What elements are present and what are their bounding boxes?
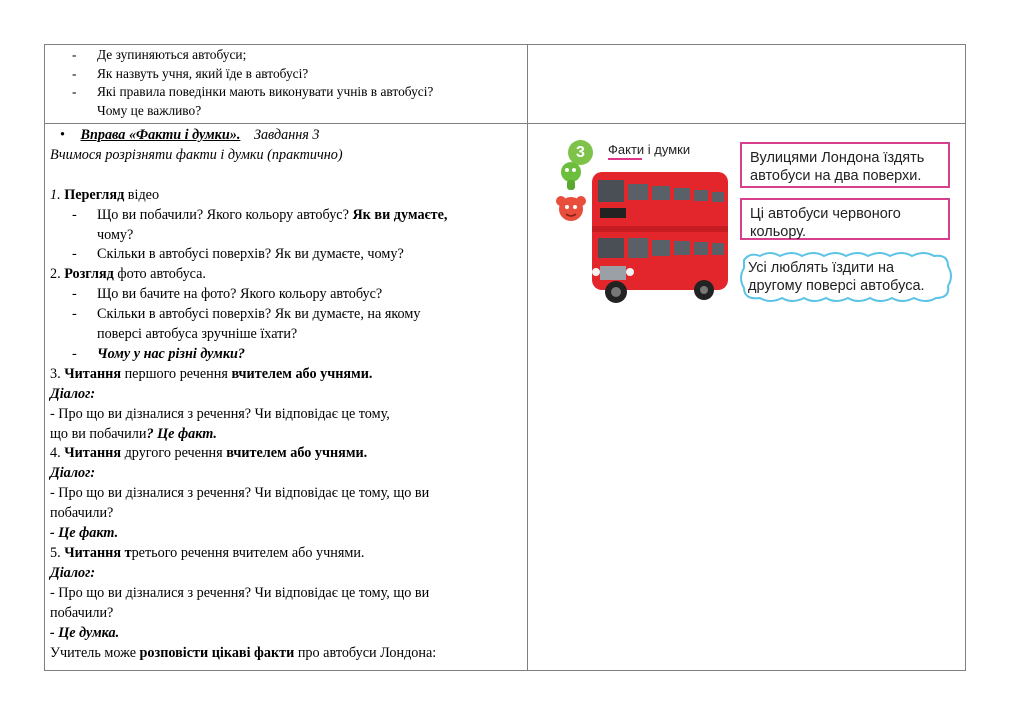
title-underline bbox=[608, 158, 642, 160]
row1-list bbox=[72, 46, 433, 120]
dialog-line: побачили? bbox=[50, 604, 114, 621]
fact-box-2: Ці автобуси червоного кольору. bbox=[740, 198, 950, 240]
opinion-box: Усі люблять їздити на другому поверсі автобуса. bbox=[740, 254, 950, 300]
green-mascot-icon bbox=[558, 160, 584, 192]
dialog-label: Діалог: bbox=[50, 564, 96, 581]
red-mascot-icon bbox=[554, 192, 588, 226]
row1-item: Чому це важливо? bbox=[97, 102, 202, 118]
step-2-question: - Чому у нас різні думки? bbox=[72, 345, 246, 362]
task-number-badge: 3 bbox=[568, 140, 593, 165]
step-2-question: - Скільки в автобусі поверхів? Як ви думаєте, на якому bbox=[72, 306, 421, 323]
row-divider bbox=[45, 123, 965, 124]
facts-and-opinions-illustration bbox=[552, 136, 952, 306]
double-decker-bus-image bbox=[586, 166, 732, 306]
step-1-question: - Скільки в автобусі поверхів? Як ви думаєте, чому? bbox=[72, 246, 404, 263]
step-3: 3. Читання першого речення вчителем або учнями. bbox=[50, 365, 373, 382]
dialog-label: Діалог: bbox=[50, 385, 96, 402]
dialog-answer: - Це думка. bbox=[50, 624, 120, 641]
step-4: 4. Читання другого речення вчителем або учнями. bbox=[50, 445, 368, 462]
illustration-title: Факти і думки bbox=[608, 142, 691, 157]
fact-box-1: Вулицями Лондона їздять автобуси на два поверхи. bbox=[740, 142, 950, 188]
row1-item: - Які правила поведінки мають виконувати учнів в автобусі? bbox=[72, 84, 434, 100]
dialog-line: побачили? bbox=[50, 505, 114, 522]
final-line: Учитель може розповісти цікаві факти про автобуси Лондона: bbox=[50, 644, 437, 661]
row1-item: - Як назвуть учня, який їде в автобусі? bbox=[72, 65, 309, 81]
dialog-line: - Про що ви дізналися з речення? Чи відповідає це тому, що ви bbox=[50, 584, 430, 601]
task-number: Завдання 3 bbox=[253, 127, 320, 143]
step-2-question-cont: поверсі автобуса зручніше їхати? bbox=[97, 326, 298, 343]
step-2: 2. Розгляд фото автобуса. bbox=[50, 266, 206, 283]
row1-item: - Де зупиняються автобуси; bbox=[72, 47, 247, 62]
lesson-plan-text bbox=[50, 126, 447, 663]
dialog-label: Діалог: bbox=[50, 465, 96, 482]
step-1-question: - Що ви побачили? Якого кольору автобус? Як ви думаєте, bbox=[72, 206, 448, 223]
dialog-line: що ви побачили? Це факт. bbox=[50, 425, 217, 442]
exercise-subtitle: Вчимося розрізняти факти і думки (практично) bbox=[50, 146, 343, 163]
dialog-answer: - Це факт. bbox=[50, 525, 119, 542]
step-1-question-cont: чому? bbox=[97, 226, 134, 243]
step-2-question: - Що ви бачите на фото? Якого кольору автобус? bbox=[72, 286, 383, 303]
dialog-line: - Про що ви дізналися з речення? Чи відповідає це тому, що ви bbox=[50, 485, 430, 502]
column-divider bbox=[527, 45, 528, 670]
exercise-heading: • Вправа «Факти і думки». Завдання 3 bbox=[60, 127, 320, 143]
exercise-title: Вправа «Факти і думки». bbox=[80, 127, 241, 143]
dialog-line: - Про що ви дізналися з речення? Чи відповідає це тому, bbox=[50, 405, 390, 422]
step-5: 5. Читання третього речення вчителем або учнями. bbox=[50, 545, 365, 562]
step-1: 1. Перегляд відео bbox=[50, 186, 160, 203]
